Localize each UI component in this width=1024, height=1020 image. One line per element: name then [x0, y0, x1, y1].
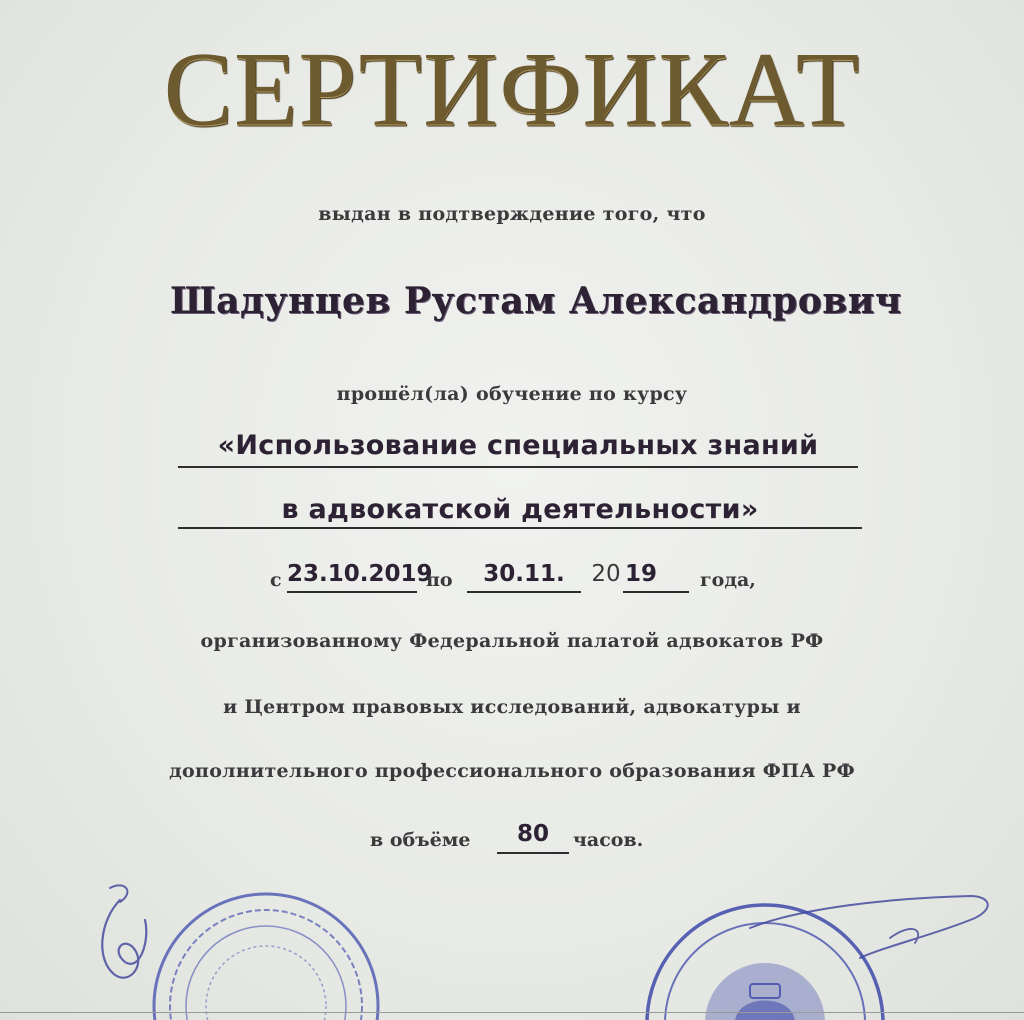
year-suffix: 19: [624, 561, 657, 587]
recipient-name: Шадунцев Рустам Александрович: [170, 280, 902, 322]
volume-prefix: в объёме: [370, 829, 471, 851]
period-to-word: по: [426, 569, 453, 591]
course-title-line-2: в адвокатской деятельности»: [281, 494, 759, 525]
from-date: 23.10.2019: [287, 561, 433, 587]
organizer-line-3: дополнительного профессионального образования ФПА РФ: [169, 760, 855, 782]
certificate-title: СЕРТИФИКАТ: [163, 30, 861, 149]
hours-underline: [497, 852, 569, 854]
bottom-rule: [0, 1012, 1024, 1013]
to-date-underline: [467, 591, 581, 593]
course-underline-2: [178, 527, 862, 529]
course-title-line-1: «Использование специальных знаний: [217, 430, 819, 461]
year-prefix: 20: [591, 561, 621, 587]
course-underline-1: [178, 466, 858, 468]
completed-line: прошёл(ла) обучение по курсу: [336, 383, 688, 405]
volume-suffix: часов.: [573, 829, 644, 851]
to-date: 30.11.: [483, 561, 565, 587]
years-word: года,: [700, 569, 756, 591]
hours-value: 80: [516, 821, 549, 847]
organizer-line-1: организованному Федеральной палатой адвокатов РФ: [200, 630, 824, 652]
seal-right-icon: [640, 898, 890, 1020]
issued-line: выдан в подтверждение того, что: [318, 203, 706, 225]
seal-left-icon: [150, 886, 382, 1020]
organizer-line-2: и Центром правовых исследований, адвокатуры и: [223, 696, 801, 718]
period-from-word: с: [270, 569, 282, 591]
from-date-underline: [287, 591, 417, 593]
year-underline: [623, 591, 689, 593]
